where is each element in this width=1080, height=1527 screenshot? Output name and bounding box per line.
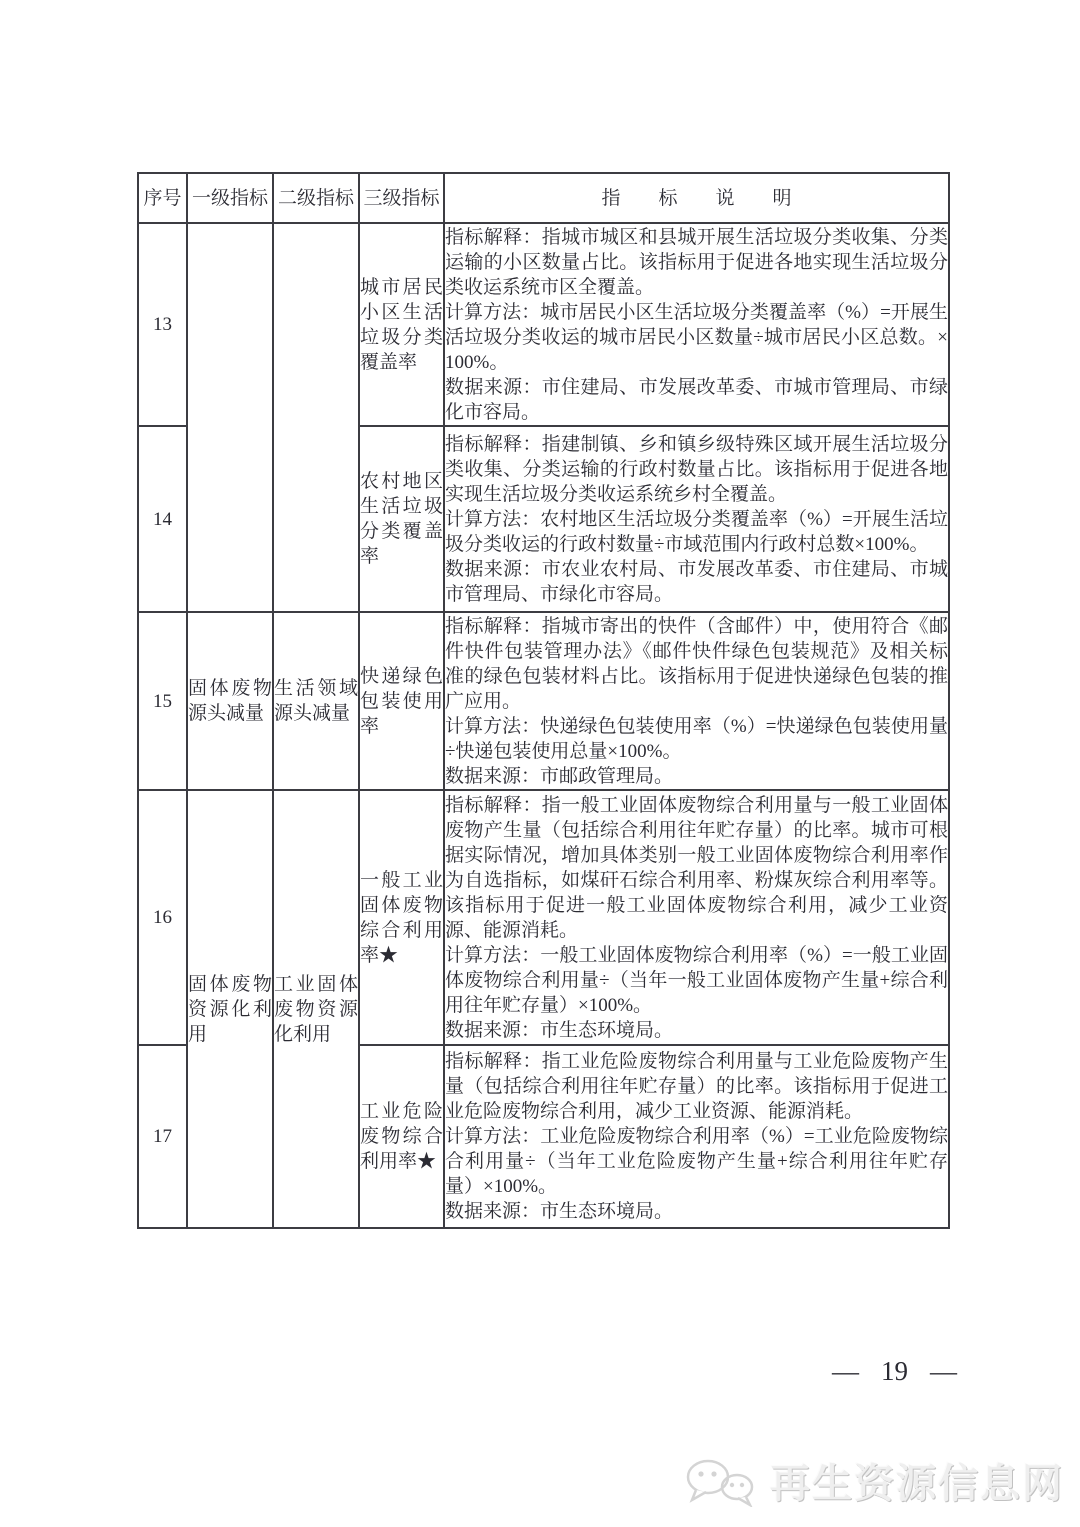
row13-14-level2-empty: [273, 223, 359, 612]
row17-description: [444, 1045, 949, 1228]
row13-14-level1-empty: [187, 223, 273, 612]
row14-description: [444, 426, 949, 612]
row16-17-level1: 固体废物资源化利用: [187, 790, 273, 1228]
desc-paragraph: 计算方法：工业危险废物综合利用率（%）=工业危险废物综合利用量÷（当年工业危险废物产生量+综合利用往年贮存量）×100%。: [445, 1126, 948, 1197]
watermark-logo: [682, 1452, 1064, 1509]
table-header-row: [138, 173, 949, 223]
desc-paragraph: 指标解释：指建制镇、乡和镇乡级特殊区域开展生活垃圾分类收集、分类运输的行政村数量占比。该指标用于促进各地实现生活垃圾分类收运系统乡村全覆盖。: [445, 433, 948, 505]
desc-paragraph: 数据来源：市生态环境局。: [445, 1201, 674, 1222]
page-number-dash-left: —: [832, 1356, 859, 1386]
header-level3: 三级指标: [359, 173, 444, 223]
row13-description: [444, 223, 949, 426]
desc-paragraph: 指标解释：指一般工业固体废物综合利用量与一般工业固体废物产生量（包括综合利用往年贮存量）的比率。城市可根据实际情况，增加具体类别一般工业固体废物综合利用率作为自选指标，如煤矸石综合利用率、粉煤灰综合利用率等。该指标用于促进一般工业固体废物综合利用，减少工业资源、能源消耗。: [445, 794, 948, 941]
row15-level1: 固体废物源头减量: [187, 612, 273, 790]
row16-no: 16: [138, 790, 187, 1045]
row16-17-level2: 工业固体废物资源化利用: [273, 790, 359, 1228]
table-row-15: [138, 612, 949, 790]
desc-paragraph: 指标解释：指城市城区和县城开展生活垃圾分类收集、分类运输的小区数量占比。该指标用于促进各地实现生活垃圾分类收运系统市区全覆盖。: [445, 226, 948, 298]
header-level2: 二级指标: [273, 173, 359, 223]
desc-paragraph: 数据来源：市农业农村局、市发展改革委、市住建局、市城市管理局、市绿化市容局。: [445, 558, 948, 605]
table-row-16: [138, 790, 949, 1045]
watermark-site-name: 再生资源信息网: [770, 1462, 1064, 1506]
desc-paragraph: 指标解释：指工业危险废物综合利用量与工业危险废物产生量（包括综合利用往年贮存量）的比率。该指标用于促进工业危险废物综合利用，减少工业资源、能源消耗。: [445, 1051, 948, 1122]
row17-no: 17: [138, 1045, 187, 1228]
desc-paragraph: 计算方法：快递绿色包装使用率（%）=快递绿色包装使用量÷快递包装使用总量×100%。: [445, 715, 948, 762]
row15-description: [444, 612, 949, 790]
row13-no: 13: [138, 223, 187, 426]
desc-paragraph: 计算方法：城市居民小区生活垃圾分类覆盖率（%）=开展生活垃圾分类收运的城市居民小区数量÷城市居民小区总数。×100%。: [445, 301, 948, 373]
desc-paragraph: 数据来源：市住建局、市发展改革委、市城市管理局、市绿化市容局。: [445, 376, 948, 423]
page-number-dash-right: —: [930, 1356, 957, 1386]
row15-level3: 快递绿色包装使用率: [359, 612, 444, 790]
header-level1: 一级指标: [187, 173, 273, 223]
header-desc: 指 标 说 明: [444, 173, 949, 223]
desc-paragraph: 计算方法：一般工业固体废物综合利用率（%）=一般工业固体废物综合利用量÷（当年一般工业固体废物产生量+综合利用往年贮存量）×100%。: [445, 944, 948, 1016]
row17-level3: 工业危险废物综合利用率★: [359, 1045, 444, 1228]
desc-paragraph: 计算方法：农村地区生活垃圾分类覆盖率（%）=开展生活垃圾分类收运的行政村数量÷市域范围内行政村总数×100%。: [445, 508, 948, 555]
header-no: 序号: [138, 173, 187, 223]
page-footer: [832, 1356, 957, 1387]
desc-paragraph: 数据来源：市邮政管理局。: [445, 765, 674, 787]
row14-level3: 农村地区生活垃圾分类覆盖率: [359, 426, 444, 612]
page-number: 19: [881, 1356, 908, 1386]
wechat-icon: [682, 1455, 760, 1507]
row13-level3: 城市居民小区生活垃圾分类覆盖率: [359, 223, 444, 426]
row16-description: [444, 790, 949, 1045]
row16-level3: 一般工业固体废物综合利用率★: [359, 790, 444, 1045]
indicator-table: [137, 172, 950, 1229]
row14-no: 14: [138, 426, 187, 612]
desc-paragraph: 指标解释：指城市寄出的快件（含邮件）中，使用符合《邮件快件包装管理办法》《邮件快件绿色包装规范》及相关标准的绿色包装材料占比。该指标用于促进快递绿色包装的推广应用。: [445, 615, 948, 712]
row15-no: 15: [138, 612, 187, 790]
table-row-13: [138, 223, 949, 426]
row15-level2: 生活领域源头减量: [273, 612, 359, 790]
desc-paragraph: 数据来源：市生态环境局。: [445, 1019, 674, 1041]
